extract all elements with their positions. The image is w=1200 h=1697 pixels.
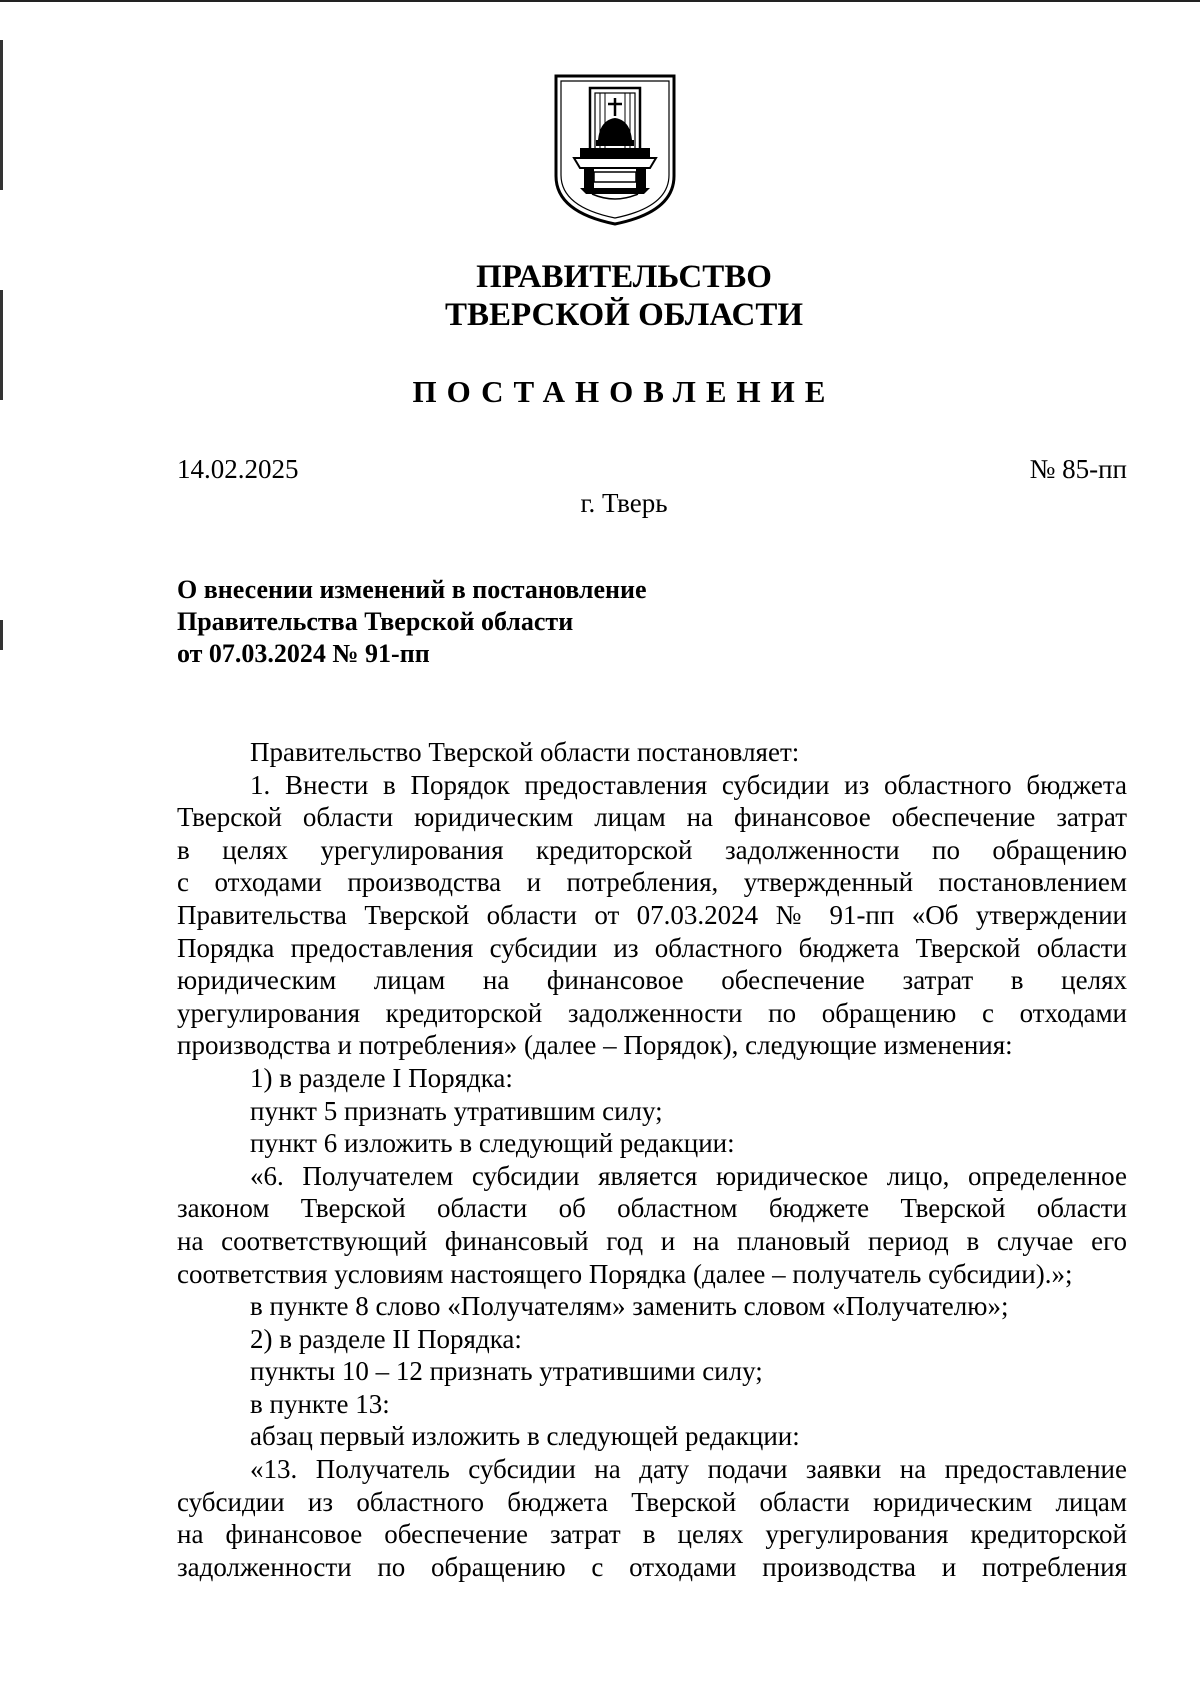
body-line: Правительство Тверской области постановляет:: [250, 737, 800, 767]
body-line: пункты 10 – 12 признать утратившими силу;: [250, 1356, 763, 1387]
body-line: абзац первый изложить в следующей редакции:: [250, 1421, 800, 1452]
body-line: Тверской области юридическим лицам на финансовое обеспечение затрат: [177, 802, 1127, 833]
body-line: на финансовое обеспечение затрат в целях урегулирования кредиторской: [177, 1519, 1127, 1550]
body-line: пункт 6 изложить в следующий редакции:: [250, 1128, 735, 1159]
government-line-2: ТВЕРСКОЙ ОБЛАСТИ: [444, 297, 804, 333]
document-city: г. Тверь: [580, 488, 668, 518]
body-line: юридическим лицам на финансовое обеспечение затрат в целях: [177, 965, 1127, 996]
body-line: с отходами производства и потребления, утвержденный постановлением: [177, 867, 1127, 898]
body-line: в пункте 8 слово «Получателям» заменить словом «Получателю»;: [250, 1291, 1009, 1322]
body-line: «13. Получатель субсидии на дату подачи заявки на предоставление: [250, 1454, 1127, 1485]
subject-line: от 07.03.2024 № 91-пп: [177, 639, 430, 668]
document-number: № 85-пп: [1029, 454, 1127, 484]
body-line: 1. Внести в Порядок предоставления субсидии из областного бюджета: [250, 769, 1127, 800]
body-line: Порядка предоставления субсидии из областного бюджета Тверской области: [177, 932, 1127, 963]
body-line: 2) в разделе II Порядка:: [250, 1323, 522, 1354]
subject-line: Правительства Тверской области: [177, 607, 574, 636]
government-title: [0, 258, 1200, 334]
body-line: пункт 5 признать утратившим силу;: [250, 1095, 663, 1126]
scan-edge-mark: [0, 40, 3, 190]
body-line: законом Тверской области об областном бюджете Тверской области: [177, 1193, 1127, 1224]
scan-top-border: [0, 0, 1200, 2]
body-line: в целях урегулирования кредиторской задолженности по обращению: [177, 834, 1127, 865]
body-line: в пункте 13:: [250, 1388, 390, 1419]
body-line: Правительства Тверской области от 07.03.2024 № 91-пп «Об утверждении: [177, 899, 1127, 930]
body-line: 1) в разделе I Порядка:: [250, 1062, 513, 1093]
body-line: субсидии из областного бюджета Тверской области юридическим лицам: [177, 1486, 1127, 1517]
government-line-1: ПРАВИТЕЛЬСТВО: [476, 259, 772, 295]
document-date: 14.02.2025: [177, 454, 299, 484]
body-line: производства и потребления» (далее – Порядок), следующие изменения:: [177, 1030, 1013, 1061]
document-body: [177, 736, 1127, 1583]
body-line: на соответствующий финансовый год и на плановый период в случае его: [177, 1225, 1127, 1256]
body-line: соответствия условиям настоящего Порядка (далее – получатель субсидии).»;: [177, 1258, 1073, 1289]
subject-line: О внесении изменений в постановление: [177, 575, 647, 604]
document-type: ПОСТАНОВЛЕНИЕ: [412, 374, 836, 409]
coat-of-arms-icon: [552, 72, 678, 228]
body-line: задолженности по обращению с отходами производства и потребления: [177, 1551, 1127, 1582]
body-line: урегулирования кредиторской задолженности по обращению с отходами: [177, 997, 1127, 1028]
body-line: «6. Получателем субсидии является юридическое лицо, определенное: [250, 1160, 1127, 1191]
scan-edge-mark: [0, 620, 3, 650]
document-subject: [177, 574, 647, 670]
